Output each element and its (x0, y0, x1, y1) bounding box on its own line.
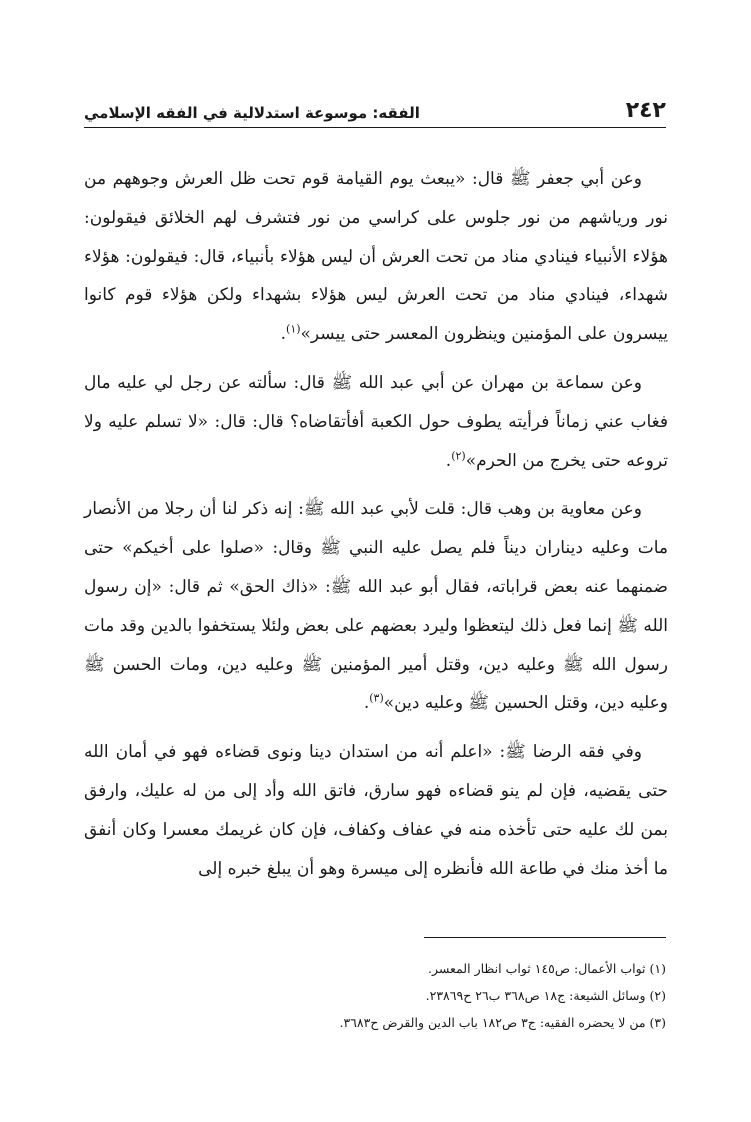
paragraph-text: وعن أبي جعفر ﷺ قال: «يبعث يوم القيامة قوم تحت ظل العرش وجوههم من نور ورياشهم من نور جلوس على كراسي من نور فتشرف لهم الخلائق فيقولون: هؤلاء الأنبياء فينادي مناد من تحت العرش أن ليس هؤلاء بأنبياء، قال: فيقولون: هؤلاء شهداء، فينادي مناد من تحت العرش ليس هؤلاء بشهداء ولكن هؤلاء قوم كانوا ييسرون على المؤمنين وينظرون المعسر حتى ييسر» (84, 169, 668, 345)
footnotes (84, 955, 666, 1036)
footnote-3: (٣) من لا يحضره الفقيه: ج٣ ص١٨٢ باب الدين والقرض ح٣٦٨٣. (339, 1015, 666, 1030)
footnote-2: (٢) وسائل الشيعة: ج١٨ ص٣٦٨ ب٢٦ ح٢٣٨٦٩. (425, 988, 666, 1003)
paragraph-tail: . (445, 450, 452, 471)
paragraph-text: وفي فقه الرضا ﷺ: «اعلم أنه من استدان دينا ونوى قضاءه فهو في أمان الله حتى يقضيه، فإن لم ينو قضاءه فهو سارق، فاتق الله وأد إلى من له عليك، وارفق بمن لك عليه حتى تأخذه منه في عفاف وكفاف، فإن كان غريمك معسرا وكان أنفق ما أخذ منك في طاعة الله فأنظره إلى ميسرة وهو أن يبلغ خبره إلى (84, 742, 668, 879)
footnote-ref: (٣) (369, 691, 384, 705)
paragraph-tail: . (363, 693, 370, 714)
page-number: ٢٤٢ (625, 98, 666, 123)
footnote-ref: (٢) (451, 448, 466, 462)
header-rule (84, 127, 666, 128)
paragraph-text: وعن معاوية بن وهب قال: قلت لأبي عبد الله ﷺ: إنه ذكر لنا أن رجلا من الأنصار مات وعليه ديناران ديناً فلم يصل عليه النبي ﷺ وقال: «صلوا على أخيكم» حتى ضمنهما عنه بعض قراباته، فقال أبو عبد الله ﷺ: «ذاك الحق» ثم قال: «إن رسول الله ﷺ إنما فعل ذلك ليتعظوا وليرد بعضهم على بعض ولئلا يستخفوا بالدين وقد مات رسول الله ﷺ وعليه دين، وقتل أمير المؤمنين ﷺ وعليه دين، ومات الحسن ﷺ وعليه دين، وقتل الحسين ﷺ وعليه دين» (84, 499, 668, 714)
paragraph-muawiya (84, 490, 668, 723)
page-header (84, 98, 666, 124)
paragraph-samaa (84, 364, 668, 480)
running-title: الفقه: موسوعة استدلالية في الفقه الإسلامي (84, 104, 420, 122)
paragraph-fiqh-al-rida (84, 733, 668, 888)
footnote-separator (424, 937, 666, 938)
paragraph-abu-jafar (84, 160, 668, 354)
main-text (84, 160, 668, 888)
paragraph-tail: . (280, 324, 287, 345)
paragraph-text: وعن سماعة بن مهران عن أبي عبد الله ﷺ قال: سألته عن رجل لي عليه مال فغاب عني زماناً فرأيته يطوف حول الكعبة أفأتقاضاه؟ قال: قال: «لا تسلم عليه ولا تروعه حتى يخرج من الحرم» (84, 372, 668, 471)
footnote-1: (١) ثواب الأعمال: ص١٤٥ ثواب انظار المعسر. (428, 961, 666, 976)
footnote-ref: (١) (286, 322, 301, 336)
